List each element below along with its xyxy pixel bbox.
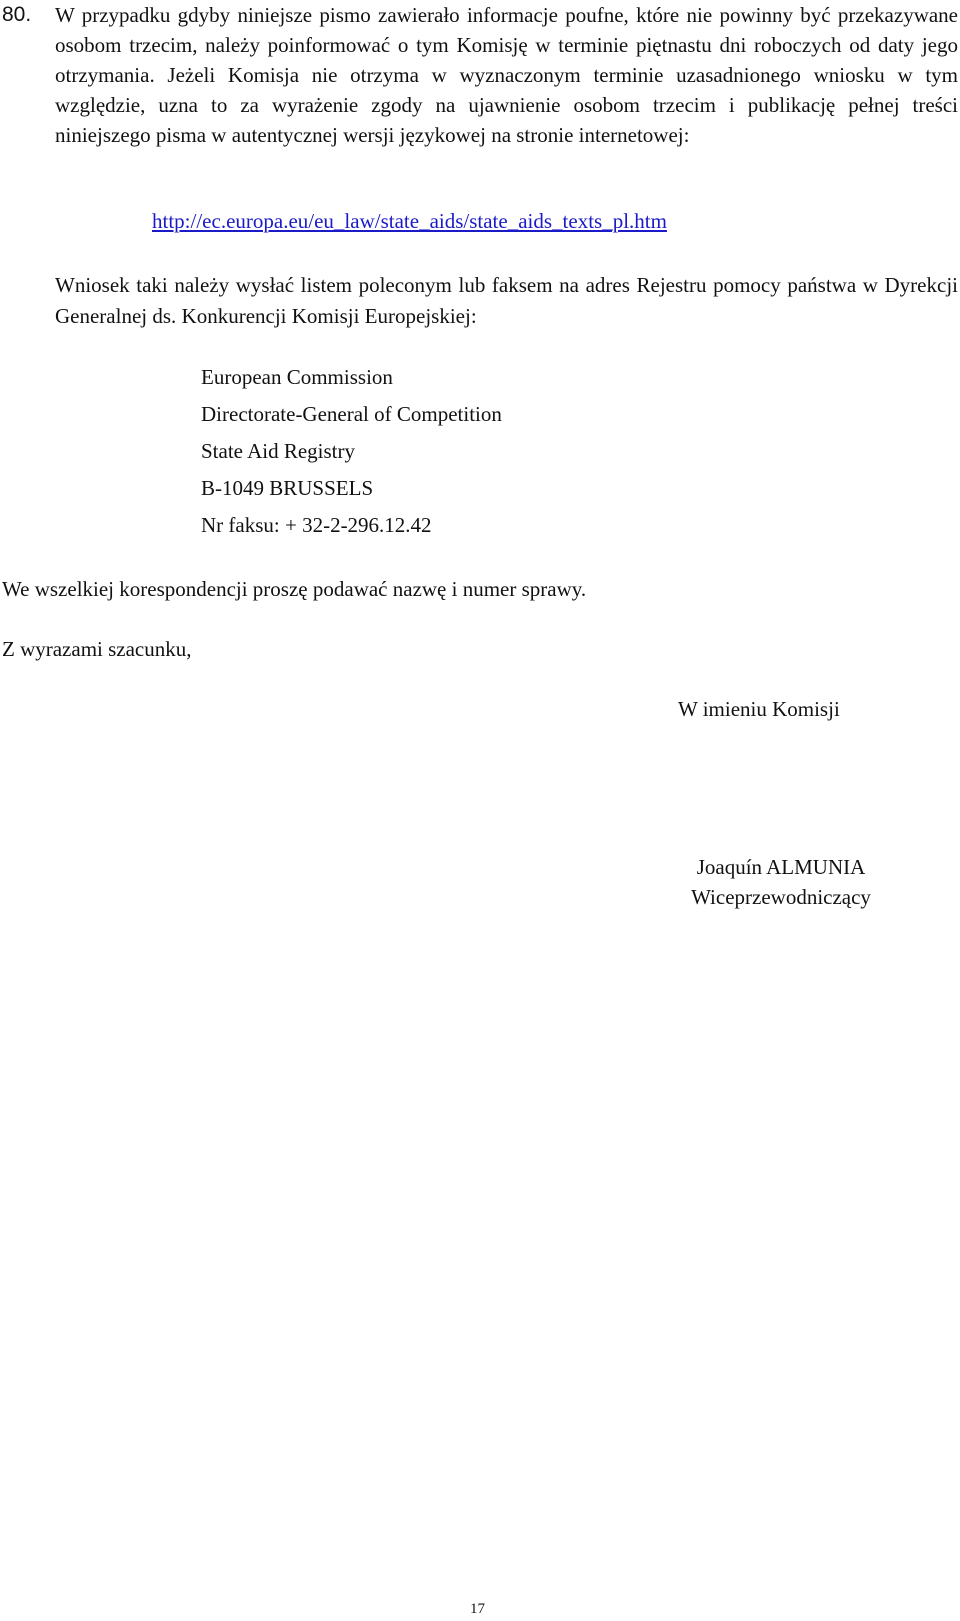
paragraph-text: W przypadku gdyby niniejsze pismo zawierało informacje poufne, które nie powinny być przekazywane osobom trzecim, należy poinformować o tym Komisję w terminie piętnastu dni roboczych od daty jego otrzymania. Jeżeli Komisja nie otrzyma w wyznaczonym terminie uzasadnionego wniosku w tym względzie, uzna to za wyrażenie zgody na ujawnienie osobom trzecim i publikację pełnej treści niniejszego pisma w autentycznej wersji językowej na stronie internetowej: bbox=[55, 3, 958, 147]
closing-salutation: Z wyrazami szacunku, bbox=[2, 637, 192, 661]
paragraph-number: 80. bbox=[2, 3, 32, 26]
address-line-directorate: Directorate-General of Competition bbox=[201, 402, 502, 426]
signatory-name: Joaquín ALMUNIA bbox=[696, 855, 866, 879]
signatory-block bbox=[666, 852, 896, 912]
address-line-city: B-1049 BRUSSELS bbox=[201, 476, 374, 500]
correspondence-note: We wszelkiej korespondencji proszę podawać nazwę i numer sprawy. bbox=[2, 577, 587, 601]
state-aid-texts-link[interactable]: http://ec.europa.eu/eu_law/state_aids/state_aids_texts_pl.htm bbox=[152, 209, 667, 233]
address-line-organization: European Commission bbox=[201, 365, 393, 389]
signatory-title: Wiceprzewodniczący bbox=[691, 885, 871, 909]
address-block bbox=[201, 359, 502, 544]
page-number: 17 bbox=[470, 1601, 485, 1617]
address-line-registry: State Aid Registry bbox=[201, 439, 355, 463]
address-line-fax: Nr faksu: + 32-2-296.12.42 bbox=[201, 513, 432, 537]
on-behalf-line: W imieniu Komisji bbox=[678, 697, 840, 721]
request-paragraph: Wniosek taki należy wysłać listem poleconym lub faksem na adres Rejestru pomocy państwa w Dyrekcji Generalnej ds. Konkurencji Komisji Europejskiej: bbox=[55, 273, 958, 328]
